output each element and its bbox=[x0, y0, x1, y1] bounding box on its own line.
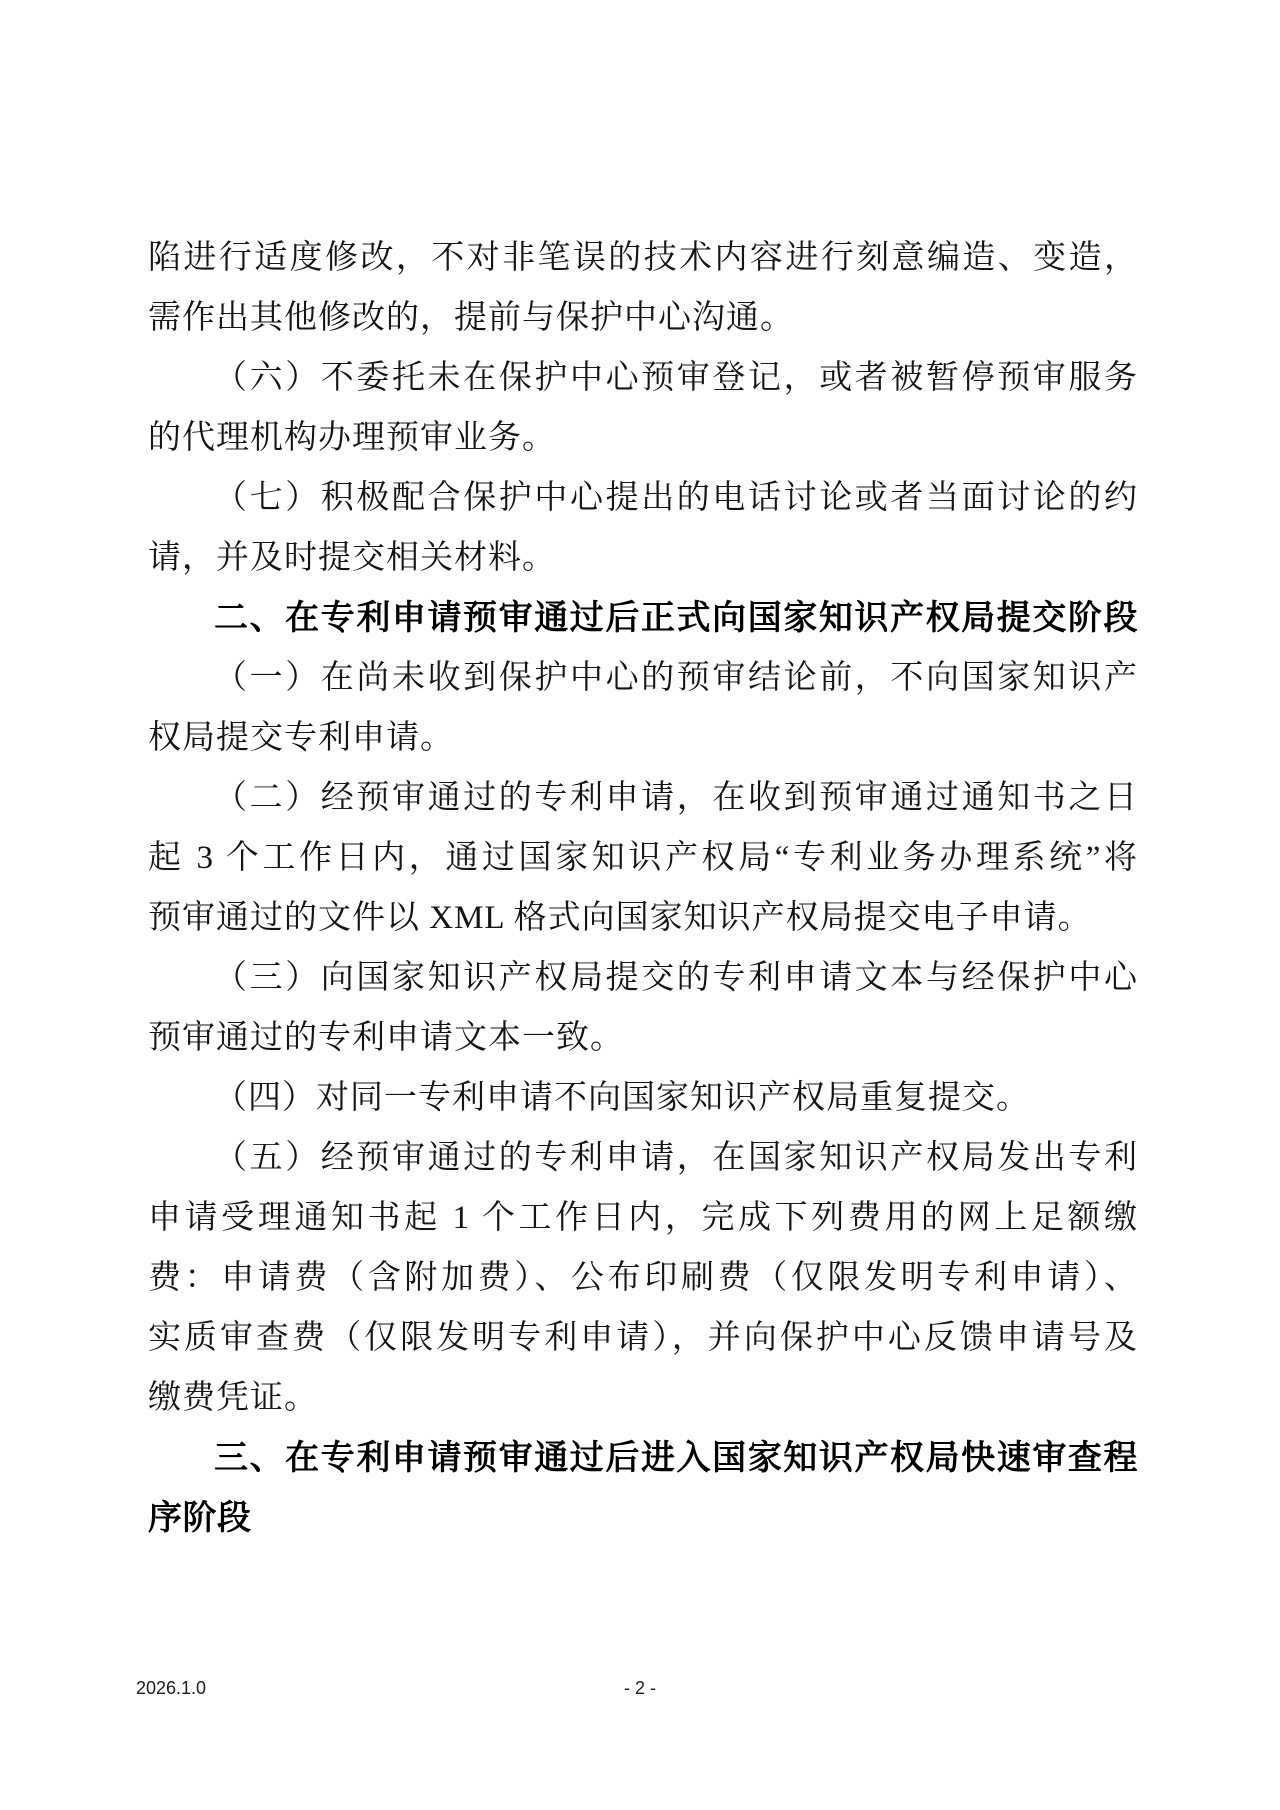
body-line: 请，并及时提交相关材料。 bbox=[148, 540, 556, 576]
body-line: （六）不委托未在保护中心预审登记，或者被暂停预审服务 bbox=[214, 360, 1138, 396]
section-heading-3-continuation: 序阶段 bbox=[148, 1499, 252, 1537]
body-line: （四）对同一专利申请不向国家知识产权局重复提交。 bbox=[214, 1080, 1030, 1116]
document-body bbox=[148, 228, 1138, 1548]
section-heading-3: 三、在专利申请预审通过后进入国家知识产权局快速审查程 bbox=[214, 1439, 1138, 1477]
body-line: 缴费凭证。 bbox=[148, 1380, 318, 1416]
body-line: 预审通过的专利申请文本一致。 bbox=[148, 1020, 624, 1056]
body-line: 实质审查费（仅限发明专利申请），并向保护中心反馈申请号及 bbox=[148, 1320, 1138, 1356]
body-line: （三）向国家知识产权局提交的专利申请文本与经保护中心 bbox=[214, 960, 1138, 996]
body-line: （五）经预审通过的专利申请，在国家知识产权局发出专利 bbox=[214, 1140, 1138, 1176]
body-line: 预审通过的文件以 XML 格式向国家知识产权局提交电子申请。 bbox=[148, 900, 1092, 936]
body-line: 陷进行适度修改，不对非笔误的技术内容进行刻意编造、变造， bbox=[148, 240, 1138, 276]
body-line: 申请受理通知书起 1 个工作日内，完成下列费用的网上足额缴 bbox=[148, 1200, 1138, 1236]
body-line: （二）经预审通过的专利申请，在收到预审通过通知书之日 bbox=[214, 780, 1138, 816]
body-line: 费：申请费（含附加费）、公布印刷费（仅限发明专利申请）、 bbox=[148, 1260, 1138, 1296]
body-line: 需作出其他修改的，提前与保护中心沟通。 bbox=[148, 300, 794, 336]
body-line: （一）在尚未收到保护中心的预审结论前，不向国家知识产 bbox=[214, 660, 1138, 696]
page-footer bbox=[0, 1678, 1280, 1708]
body-line: 权局提交专利申请。 bbox=[148, 720, 454, 756]
body-line: 的代理机构办理预审业务。 bbox=[148, 420, 556, 456]
body-line: （七）积极配合保护中心提出的电话讨论或者当面讨论的约 bbox=[214, 480, 1138, 516]
body-line: 起 3 个工作日内，通过国家知识产权局“专利业务办理系统”将 bbox=[148, 840, 1138, 876]
section-heading-2: 二、在专利申请预审通过后正式向国家知识产权局提交阶段 bbox=[214, 599, 1138, 637]
document-version: 2026.1.0 bbox=[136, 1678, 207, 1698]
page-number: - 2 - bbox=[623, 1678, 656, 1698]
